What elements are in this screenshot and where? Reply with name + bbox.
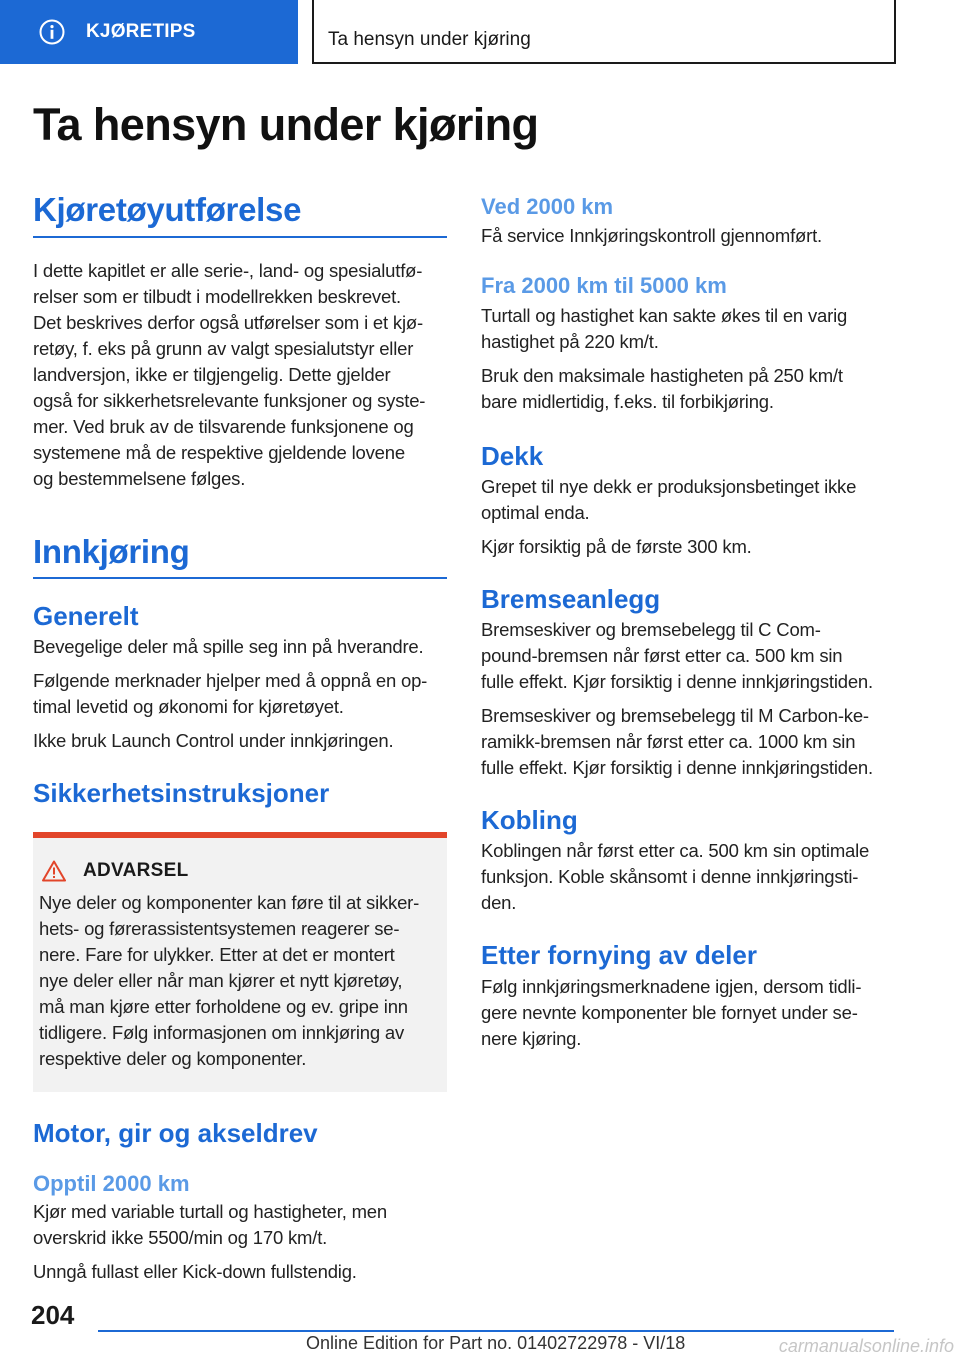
edition-text: Online Edition for Part no. 01402722978 - VI/18 — [306, 1333, 686, 1353]
parts-text: Følg innkjøringsmerknadene igjen, dersom tidli- gere nevnte komponenter ble fornyet under se- nere kjøring. — [481, 975, 862, 1049]
heading-vehicle: Kjøretøyutførelse — [33, 191, 302, 228]
warning-triangle-icon — [42, 860, 66, 882]
info-circle-icon — [39, 19, 65, 45]
from2000-text-1: Turtall og hastighet kan sakte økes til en varig hastighet på 220 km/t. — [481, 304, 848, 352]
heading-upto-2000: Opptil 2000 km — [33, 1170, 190, 1196]
watermark: carmanualsonline.info — [778, 1336, 954, 1356]
warning-box — [33, 832, 447, 1092]
footer-rule — [98, 1330, 894, 1332]
engine-text-2: Unngå fullast eller Kick-down fullstendig. — [33, 1261, 357, 1283]
heading-2000-5000: Fra 2000 km til 5000 km — [481, 273, 727, 299]
from2000-text-2: Bruk den maksimale hastigheten på 250 km/t bare midlertidig, f.eks. til forbikjøring. — [481, 364, 843, 412]
tires-text-2: Kjør forsiktig på de første 300 km. — [481, 535, 752, 557]
section-label: KJØRETIPS — [86, 21, 196, 42]
heading-engine: Motor, gir og akseldrev — [33, 1117, 318, 1148]
heading-safety: Sikkerhetsinstruksjoner — [33, 778, 330, 809]
heading-general: Generelt — [33, 601, 139, 632]
warning-text: Nye deler og komponenter kan føre til at sikker- hets- og førerassistentsystemen reagerer se- nere. Fare for ulykker. Etter at det er montert nye deler eller når man kjører et nytt kjøretøy, må man kjøre etter forholdene og ev. gripe inn tidligere. Følg informasjonen om innkjøring av respektive deler og komponenter. — [39, 891, 420, 1069]
page-title: Ta hensyn under kjøring — [33, 99, 539, 150]
section-tab — [0, 0, 298, 64]
heading-rule — [33, 236, 447, 238]
page-number: 204 — [31, 1300, 75, 1330]
heading-breakin: Innkjøring — [33, 532, 190, 570]
vehicle-text: I dette kapitlet er alle serie-, land- og spesialutfø- relser som er tilbudt i modellrekken beskrevet. Det beskrives derfor også utførelser som i et kjø- retøy, f. eks på grunn av valgt spesialutstyr eller landversjon, ikke er tilgjengelig. Dette gjelder også for sikkerhetsrelevante funksjoner og syste- mer. Ved bruk av de tilsvarende funksjonene og systemene må de respektive gjeldende lovene og bestemmelsene følges. — [33, 259, 426, 489]
general-text-1: Bevegelige deler må spille seg inn på hverandre. — [33, 636, 424, 658]
warning-title: ADVARSEL — [83, 859, 189, 881]
clutch-text: Koblingen når først etter ca. 500 km sin optimale funksjon. Koble skånsomt i denne innkjøringsti- den. — [481, 840, 870, 914]
heading-rule — [33, 577, 447, 579]
at2000-text: Få service Innkjøringskontroll gjennomført. — [481, 225, 822, 247]
brakes-text-1: Bremseskiver og bremsebelegg til C Com- pound-bremsen når først etter ca. 500 km sin fulle effekt. Kjør forsiktig i denne innkjøringstiden. — [481, 619, 873, 693]
heading-brakes: Bremseanlegg — [481, 583, 661, 614]
chapter-title: Ta hensyn under kjøring — [328, 29, 531, 50]
engine-text-1: Kjør med variable turtall og hastigheter, men overskrid ikke 5500/min og 170 km/t. — [33, 1201, 387, 1249]
general-text-2: Følgende merknader hjelper med å oppnå en op- timal levetid og økonomi for kjøretøyet. — [33, 670, 428, 718]
heading-parts: Etter fornying av deler — [481, 940, 757, 971]
heading-tires: Dekk — [481, 440, 544, 471]
heading-clutch: Kobling — [481, 805, 578, 836]
tires-text-1: Grepet til nye dekk er produksjonsbetinget ikke optimal enda. — [481, 475, 857, 523]
heading-at-2000: Ved 2000 km — [481, 194, 614, 219]
right-column — [481, 190, 895, 1052]
brakes-text-2: Bremseskiver og bremsebelegg til M Carbon-ke- ramikk-bremsen når først etter ca. 1000 km sin fulle effekt. Kjør forsiktig i denne innkjøringstiden. — [481, 705, 873, 779]
general-text-3: Ikke bruk Launch Control under innkjøringen. — [33, 730, 394, 752]
chapter-header — [312, 0, 896, 64]
warning-header — [39, 860, 441, 882]
left-column — [33, 190, 447, 1285]
